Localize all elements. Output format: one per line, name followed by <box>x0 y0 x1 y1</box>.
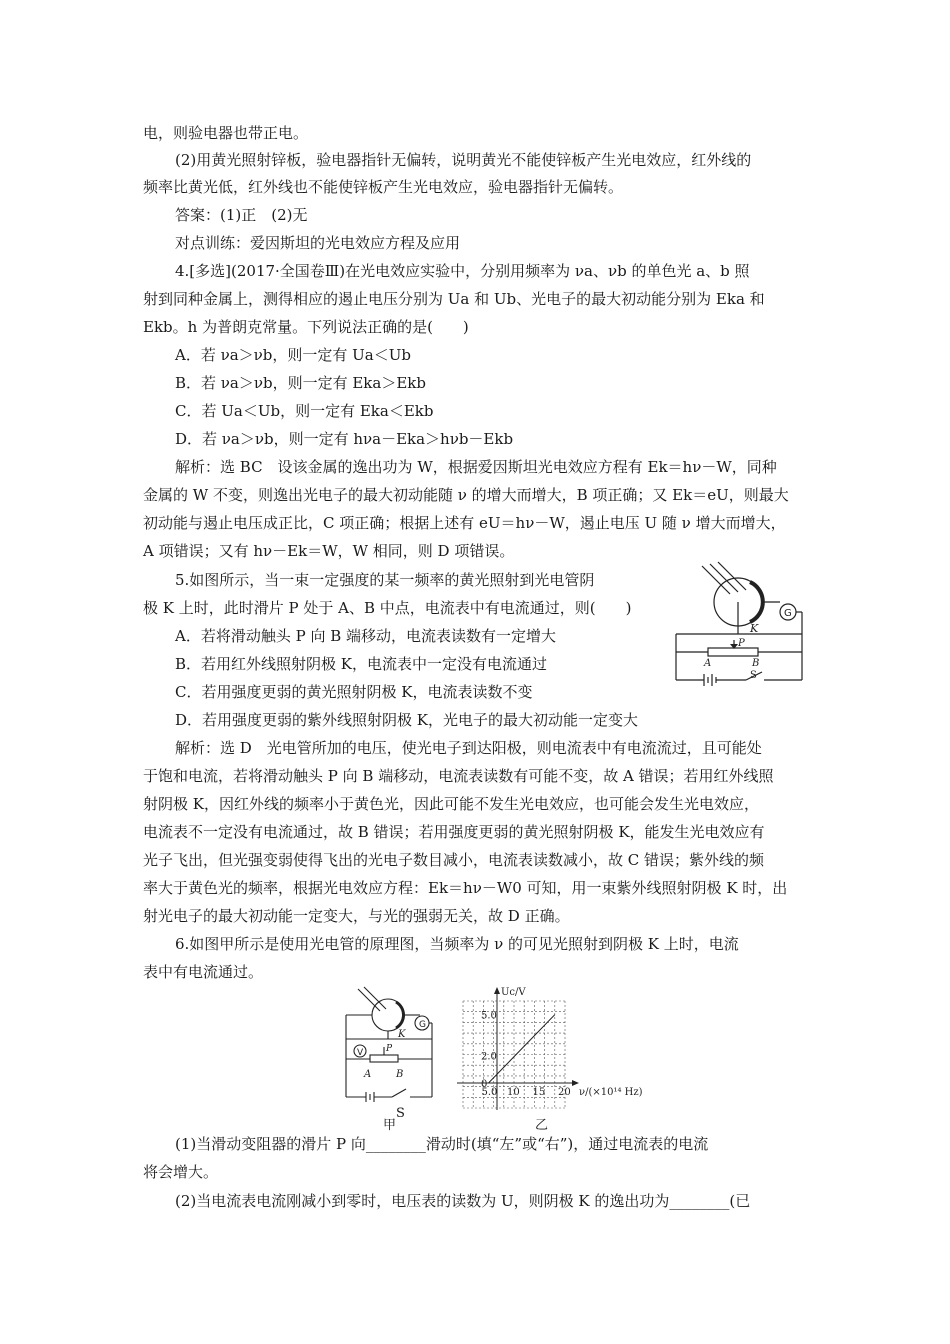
text-line: 率大于黄色光的频率，根据光电效应方程：Ek＝hν－W0 可知，用一束紫外线照射阴极 K 时，出 <box>143 879 788 897</box>
label-s: S <box>750 670 757 681</box>
label-g: G <box>784 608 792 619</box>
x-tick-label: 20 <box>558 1087 571 1098</box>
label-b: B <box>752 658 760 669</box>
text-line: (2)用黄光照射锌板，验电器指针无偏转，说明黄光不能使锌板产生光电效应，红外线的 <box>175 151 752 169</box>
label-k: K <box>750 622 759 635</box>
uc-vs-frequency-chart <box>455 985 665 1115</box>
text-line: 射阴极 K，因红外线的频率小于黄色光，因此可能不发生光电效应，也可能会发生光电效应， <box>143 795 759 813</box>
text-line: 金属的 W 不变，则逸出光电子的最大初动能随 ν 的增大而增大，B 项正确；又 Ek＝eU，则最大 <box>143 486 789 504</box>
option-a: A．若 νa＞νb，则一定有 Ua＜Ub <box>175 346 411 364</box>
y-tick-label: 2.0 <box>481 1051 497 1063</box>
label-p: P <box>738 638 745 649</box>
text-line: 射到同种金属上，测得相应的遏止电压分别为 Ua 和 Ub、光电子的最大初动能分别为 Eka 和 <box>143 290 765 308</box>
text-line: 表中有电流通过。 <box>143 963 264 981</box>
text-line: 电流表不一定没有电流通过，故 B 错误；若用强度更弱的黄光照射阴极 K，能发生光电效应有 <box>143 823 765 841</box>
label-p: P <box>386 1044 393 1054</box>
label-a: A <box>364 1069 372 1080</box>
x-tick-label: 15 <box>532 1087 546 1098</box>
text-line: 频率比黄光低，红外线也不能使锌板产生光电效应，验电器指针无偏转。 <box>143 178 624 196</box>
question-4-stem: 4.[多选](2017·全国卷Ⅲ)在光电效应实验中，分别用频率为 νa、νb 的单色光 a、b 照 <box>175 262 750 280</box>
question-6-stem: 6.如图甲所示是使用光电管的原理图，当频率为 ν 的可见光照射到阴极 K 上时，电流 <box>175 935 739 953</box>
option-d: D．若用强度更弱的紫外线照射阴极 K，光电子的最大初动能一定变大 <box>175 711 639 729</box>
chart-labels <box>481 987 643 1098</box>
label-k: K <box>398 1029 406 1040</box>
y-tick-label: 0 <box>481 1079 488 1090</box>
x-tick-label: 10 <box>507 1087 520 1098</box>
text-line: 于饱和电流，若将滑动触头 P 向 B 端移动，电流表读数有可能不变，故 A 错误；若用红外线照 <box>143 767 774 785</box>
y-axis-label: Uc/V <box>501 987 526 998</box>
y-tick-label: 5.0 <box>481 1010 497 1022</box>
text-line: 射光电子的最大初动能一定变大，与光的强弱无关，故 D 正确。 <box>143 907 570 925</box>
figure-caption-yi: 乙 <box>535 1118 549 1133</box>
text-line: 光子飞出，但光强变弱使得飞出的光电子数目减小，电流表读数减小，故 C 错误；紫外线的频 <box>143 851 765 869</box>
label-a: A <box>704 658 712 669</box>
phototube-circuit-diagram-jia <box>340 985 440 1105</box>
option-b: B．若 νa＞νb，则一定有 Eka＞Ekb <box>175 374 426 392</box>
option-d: D．若 νa＞νb，则一定有 hνa－Eka＞hνb－Ekb <box>175 430 514 448</box>
y-axis-arrow-icon <box>494 987 500 994</box>
sub-question-1: (1)当滑动变阻器的滑片 P 向________滑动时(填“左”或“右”)，通过电流表的电流 <box>175 1135 709 1153</box>
text-line: 电，则验电器也带正电。 <box>143 124 309 142</box>
question-5-stem: 5.如图所示，当一束一定强度的某一频率的黄光照射到光电管阴 <box>175 571 595 589</box>
x-axis-label: ν/(×10¹⁴ Hz) <box>579 1087 643 1098</box>
analysis-line: 解析：选 BC 设该金属的逸出功为 W，根据爱因斯坦光电效应方程有 Ek＝hν－W，同种 <box>175 458 777 476</box>
option-a: A．若将滑动触头 P 向 B 端移动，电流表读数有一定增大 <box>175 627 557 645</box>
option-c: C．若用强度更弱的黄光照射阴极 K，电流表读数不变 <box>175 683 533 701</box>
text-line: Ekb。h 为普朗克常量。下列说法正确的是( ) <box>143 318 469 336</box>
analysis-line: 解析：选 D 光电管所加的电压，使光电子到达阳极，则电流表中有电流流过，且可能处 <box>175 739 762 757</box>
x-axis-arrow-icon <box>572 1080 579 1086</box>
label-g: G <box>419 1020 426 1030</box>
option-c: C．若 Ua＜Ub，则一定有 Eka＜Ekb <box>175 402 434 420</box>
section-heading: 对点训练：爱因斯坦的光电效应方程及应用 <box>175 234 461 252</box>
label-v: V <box>357 1048 364 1058</box>
text-line: 初动能与遏止电压成正比，C 项正确；根据上述有 eU＝hν－W，遏止电压 U 随 ν 增大而增大， <box>143 514 786 532</box>
text-line: 将会增大。 <box>143 1163 219 1181</box>
option-b: B．若用红外线照射阴极 K，电流表中一定没有电流通过 <box>175 655 547 673</box>
text-line: 极 K 上时，此时滑片 P 处于 A、B 中点，电流表中有电流通过，则( ) <box>143 599 632 617</box>
label-s: S <box>396 1106 405 1121</box>
x-tick-label: 5.0 <box>481 1087 498 1098</box>
figure-caption-jia: 甲 <box>383 1118 397 1133</box>
label-b: B <box>396 1069 404 1080</box>
sub-question-2: (2)当电流表电流刚减小到零时，电压表的读数为 U，则阴极 K 的逸出功为________(已 <box>175 1192 751 1210</box>
chart-marks <box>489 1015 555 1083</box>
series-line <box>489 1015 555 1083</box>
text-line: A 项错误；又有 hν－Ek＝W，W 相同，则 D 项错误。 <box>143 542 515 560</box>
phototube-circuit-diagram <box>668 560 808 692</box>
answer-line: 答案：(1)正 (2)无 <box>175 206 308 224</box>
